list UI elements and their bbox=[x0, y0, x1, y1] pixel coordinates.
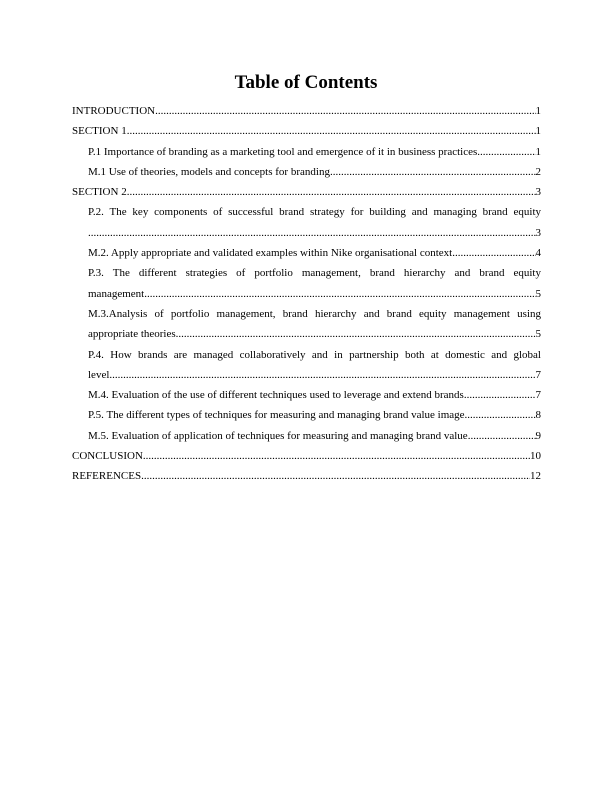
toc-entry-text: P.3. The different strategies of portfolio management, brand hierarchy and brand equity bbox=[88, 267, 541, 280]
toc-entry-text: CONCLUSION bbox=[72, 450, 143, 463]
toc-page-number: 1 bbox=[535, 125, 541, 138]
toc-entry-text: M.2. Apply appropriate and validated examples within Nike organisational context bbox=[88, 247, 453, 260]
dot-leader bbox=[465, 405, 536, 425]
toc-entry-text: M.1 Use of theories, models and concepts for branding bbox=[88, 165, 330, 178]
toc-entry-m5[interactable] bbox=[72, 426, 541, 446]
dot-leader bbox=[127, 182, 536, 202]
dot-leader bbox=[464, 385, 536, 405]
toc-entry-text: P.1 Importance of branding as a marketing tool and emergence of it in business practices bbox=[88, 145, 478, 158]
toc-entry-text: INTRODUCTION bbox=[72, 105, 156, 117]
toc-page-number: 1 bbox=[535, 145, 541, 158]
dot-leader bbox=[127, 121, 536, 141]
toc-entry-m3[interactable] bbox=[72, 304, 541, 345]
toc-entry-text: P.2. The key components of successful brand strategy for building and managing brand equity bbox=[88, 206, 541, 219]
toc-entry-m1[interactable] bbox=[72, 162, 541, 182]
toc-page-number: 2 bbox=[535, 165, 541, 178]
toc-title: Table of Contents bbox=[234, 72, 378, 93]
toc-entry-p2[interactable] bbox=[72, 202, 541, 243]
toc-entry-introduction[interactable] bbox=[72, 101, 541, 121]
dot-leader bbox=[88, 223, 536, 243]
toc-entry-text: SECTION 2 bbox=[72, 186, 127, 199]
dot-leader bbox=[330, 162, 536, 182]
dot-leader bbox=[109, 365, 535, 385]
table-of-contents bbox=[72, 101, 541, 487]
toc-page-number: 4 bbox=[535, 247, 541, 260]
toc-page-number: 9 bbox=[535, 429, 541, 442]
toc-entry-section-1[interactable] bbox=[72, 121, 541, 141]
dot-leader bbox=[143, 446, 530, 466]
dot-leader bbox=[176, 324, 536, 344]
dot-leader bbox=[452, 243, 535, 263]
toc-page-number: 5 bbox=[535, 328, 541, 341]
toc-entry-text: REFERENCES bbox=[72, 470, 142, 483]
toc-page-number: 7 bbox=[535, 368, 541, 381]
toc-entry-p1[interactable] bbox=[72, 142, 541, 162]
dot-leader bbox=[477, 142, 535, 162]
toc-entry-text: M.3.Analysis of portfolio management, brand hierarchy and brand equity management using bbox=[88, 307, 541, 320]
toc-entry-text: P.4. How brands are managed collaboratively and in partnership both at domestic and global bbox=[88, 348, 541, 361]
toc-entry-p3[interactable] bbox=[72, 263, 541, 304]
dot-leader bbox=[144, 284, 535, 304]
toc-entry-text: P.5. The different types of techniques for measuring and managing brand value image bbox=[88, 409, 465, 422]
toc-entry-text: M.5. Evaluation of application of techniques for measuring and managing brand value bbox=[88, 429, 468, 442]
dot-leader bbox=[141, 466, 530, 486]
toc-entry-text-continued: level bbox=[88, 368, 110, 381]
toc-page-number: 7 bbox=[535, 389, 541, 402]
toc-entry-text: SECTION 1 bbox=[72, 125, 127, 138]
toc-page-number: 12 bbox=[530, 470, 541, 483]
toc-page-number: 5 bbox=[535, 287, 541, 300]
dot-leader bbox=[468, 426, 536, 446]
toc-page-number: 10 bbox=[530, 450, 541, 463]
toc-page-number: 1 bbox=[535, 105, 541, 117]
toc-entry-references[interactable] bbox=[72, 466, 541, 486]
dot-leader bbox=[155, 101, 535, 121]
toc-entry-p4[interactable] bbox=[72, 345, 541, 386]
toc-entry-section-2[interactable] bbox=[72, 182, 541, 202]
toc-entry-conclusion[interactable] bbox=[72, 446, 541, 466]
toc-page-number: 8 bbox=[535, 409, 541, 422]
toc-entry-p5[interactable] bbox=[72, 405, 541, 425]
toc-entry-text: M.4. Evaluation of the use of different techniques used to leverage and extend brands bbox=[88, 389, 464, 402]
toc-entry-text-continued: appropriate theories bbox=[88, 328, 176, 341]
toc-entry-text-continued: management bbox=[88, 287, 145, 300]
toc-page-number: 3 bbox=[535, 226, 541, 239]
toc-entry-m4[interactable] bbox=[72, 385, 541, 405]
toc-entry-m2[interactable] bbox=[72, 243, 541, 263]
toc-page-number: 3 bbox=[535, 186, 541, 199]
